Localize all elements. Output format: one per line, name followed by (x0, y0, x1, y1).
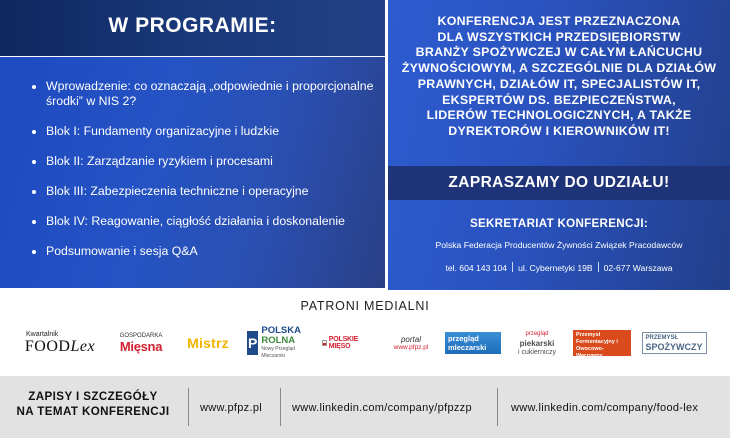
patron-logos (0, 326, 730, 362)
logo-portal-name: portal (400, 335, 421, 344)
logo-polska-rolna-text (261, 326, 309, 360)
agenda-item-block-4: Blok IV: Reagowanie, ciągłość działania i doskonalenie (32, 214, 377, 229)
logo-portal-url: www.pfpz.pl (393, 344, 429, 351)
logo-polska-rolna-mark: P (247, 331, 258, 355)
secretariat-organization: Polska Federacja Producentów Żywności Związek Pracodawców (435, 240, 683, 250)
logo-mistrz (181, 326, 235, 360)
secretariat-phone: tel. 604 143 104 (445, 263, 508, 273)
footer-label (0, 389, 186, 419)
logo-miesna-label: GOSPODARKA (119, 332, 163, 339)
logo-polska-rolna-b: ROLNA (261, 335, 296, 346)
footer-label-line-1: ZAPISY I SZCZEGÓŁY (28, 390, 158, 403)
secretariat-title: SEKRETARIAT KONFERENCJI: (469, 217, 649, 230)
agenda-item-block-2: Blok II: Zarządzanie ryzykiem i procesami (32, 154, 377, 169)
linkedin-pfpzzp-link[interactable]: www.linkedin.com/company/pfpzzp (292, 402, 472, 414)
logo-spozywczy-b: SPOŻYWCZY (645, 342, 703, 352)
agenda-item-block-3: Blok III: Zabezpieczenia techniczne i operacyjne (32, 184, 377, 199)
logo-miesna-name: Mięsna (119, 338, 163, 354)
website-link[interactable]: www.pfpz.pl (200, 402, 262, 414)
linkedin-food-lex-link[interactable]: www.linkedin.com/company/food-lex (511, 402, 699, 414)
audience-description (396, 14, 722, 140)
logo-food-lex-food: FOOD (24, 337, 71, 355)
program-body (0, 57, 385, 288)
program-panel (0, 0, 385, 290)
program-title: W PROGRAMIE: (108, 14, 277, 37)
program-header (0, 0, 385, 56)
footer (0, 376, 730, 438)
logo-piekarski-b: piekarski (519, 338, 555, 348)
agenda-list (32, 79, 377, 274)
logo-przeglad-mleczarski-name: przegląd mleczarski (445, 332, 501, 354)
audience-line: DLA WSZYSTKICH PRZEDSIĘBIORSTW (437, 29, 681, 44)
logo-polska-rolna-a: POLSKA (261, 325, 301, 336)
logo-food-lex-name (25, 338, 95, 356)
audience-line: BRANŻY SPOŻYWCZEJ W CAŁYM ŁAŃCUCHU (415, 45, 703, 60)
divider (512, 262, 513, 272)
logo-polska-rolna-c: Nowy Przegląd Mleczarski (261, 346, 296, 359)
flag-icon (322, 340, 327, 346)
audience-line: EKSPERTÓW DS. BEZPIECZEŃSTWA, (442, 92, 676, 107)
audience-panel (388, 0, 730, 290)
logo-przeglad-mleczarski (444, 326, 502, 360)
logo-gospodarka-miesna (112, 326, 170, 360)
audience-line: ŻYWNOŚCIOWYM, A SZCZEGÓLNIE DLA DZIAŁÓW (401, 61, 717, 76)
logo-portal-pfpz (390, 326, 432, 360)
divider (598, 262, 599, 272)
agenda-item-intro: Wprowadzenie: co oznaczają „odpowiednie i proporcjonalne środki” w NIS 2? (32, 79, 377, 109)
logo-polska-rolna (247, 326, 309, 360)
patrons-title: PATRONI MEDIALNI (300, 299, 430, 313)
logo-food-lex-lex: Lex (70, 337, 96, 355)
logo-spozywczy-a: PRZEMYSŁ (645, 335, 679, 341)
secretariat-city: 02-677 Warszawa (603, 263, 673, 273)
logo-mistrz-name: Mistrz (187, 335, 229, 351)
logo-piekarski-c: i cukierniczy (517, 348, 557, 356)
logo-piekarski-a: przegląd (525, 330, 549, 337)
secretariat-contact (388, 262, 730, 273)
logo-przemysl-fermentacyjny (572, 326, 632, 360)
logo-food-lex (20, 326, 100, 360)
logo-przemysl-spozywczy (642, 326, 706, 360)
audience-line: KONFERENCJA JEST PRZEZNACZONA (437, 14, 681, 28)
audience-line: LIDERÓW TECHNOLOGICZNYCH, A TAKŻE (426, 108, 692, 123)
logo-polskie-mieso-name: POLSKIE MIĘSO (328, 336, 359, 350)
divider (497, 388, 498, 426)
divider (280, 388, 281, 426)
agenda-item-summary: Podsumowanie i sesja Q&A (32, 244, 377, 259)
secretariat-street: ul. Cybernetyki 19B (518, 263, 593, 273)
agenda-item-block-1: Blok I: Fundamenty organizacyjne i ludzkie (32, 124, 377, 139)
logo-przemysl-fermentacyjny-name: Przemysł Fermentacyjny i Owocowo-Warzywny (573, 330, 631, 356)
logo-food-lex-label: Kwartalnik (26, 330, 59, 338)
footer-label-line-2: NA TEMAT KONFERENCJI (16, 405, 170, 418)
logo-przemysl-spozywczy-box (642, 332, 707, 354)
audience-line: DYREKTORÓW I KIEROWNIKÓW IT! (448, 123, 670, 138)
logo-polskie-mieso (322, 326, 378, 360)
media-patrons (0, 290, 730, 376)
logo-przeglad-piekarski (512, 326, 562, 360)
audience-line: PRAWNYCH, DZIAŁÓW IT, SPECJALISTÓW IT, (417, 76, 701, 91)
divider (188, 388, 189, 426)
invite-banner: ZAPRASZAMY DO UDZIAŁU! (388, 166, 730, 200)
